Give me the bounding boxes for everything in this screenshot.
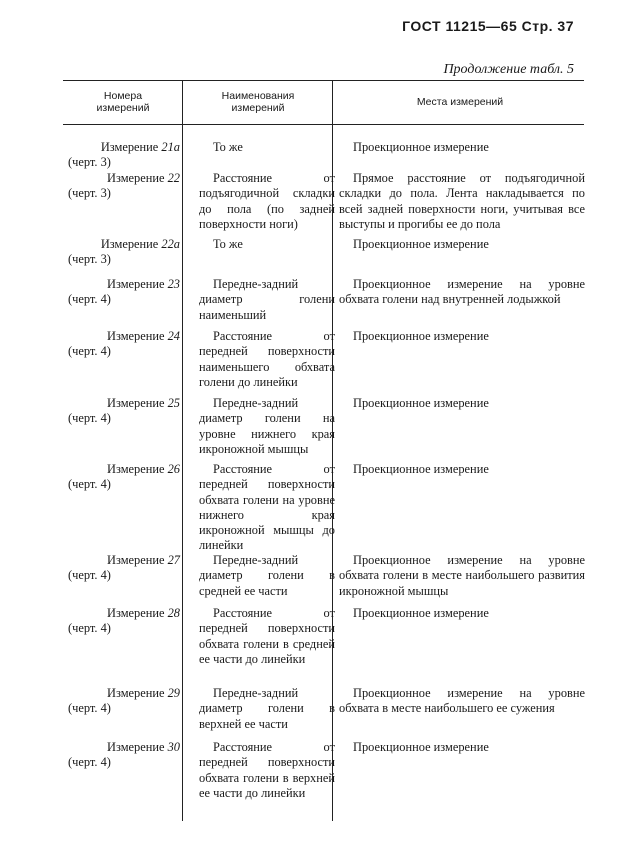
measurement-number: 24 [167,329,180,343]
measurement-name-cell: То же [213,140,243,154]
measurement-name-cell: Расстояние от передней поверхности обхвата голени в верхней ее части до линейки [199,740,335,800]
page-number: Стр. 37 [521,18,574,34]
measurement-number-cell [66,396,180,427]
drawing-reference: (черт. 4) [68,621,111,636]
measurement-name-cell: Расстояние от передней поверхности обхвата голени на уровне нижнего края икроножной мышцы до линейки [199,462,335,553]
measurement-number: 27 [167,553,180,567]
measurement-label [66,277,180,292]
measurement-label [66,462,180,477]
measurement-label [66,553,180,568]
measurement-name-cell: Расстояние от передней поверхности обхвата голени в средней ее части до линейки [199,606,335,666]
measurement-name-cell: Расстояние от передней поверхности наименьшего обхвата голени до линейки [199,329,335,389]
measurement-word: Измерение [107,277,168,291]
column-header-places: Места измерений [416,96,504,108]
measurement-number-cell [66,462,180,493]
measurement-number: 28 [167,606,180,620]
measurement-name-cell: То же [213,237,243,251]
measurement-place-cell: Проекционное измерение на уровне обхвата голени над внутренней лодыжкой [339,277,585,307]
measurement-number-cell [66,329,180,360]
drawing-reference: (черт. 4) [68,411,111,426]
measurement-number-cell [66,686,180,717]
measurement-name-cell: Передне-задний диаметр голени в средней ее части [199,553,335,598]
measurement-word: Измерение [107,396,168,410]
measurement-word: Измерение [107,740,168,754]
measurement-place-cell: Проекционное измерение на уровне обхвата в месте наибольшего ее сужения [339,686,585,716]
drawing-reference: (черт. 4) [68,344,111,359]
measurement-number: 22а [161,237,180,251]
drawing-reference: (черт. 4) [68,701,111,716]
measurement-number-cell [66,740,180,771]
drawing-reference: (черт. 4) [68,477,111,492]
measurement-label [66,171,180,186]
drawing-reference: (черт. 3) [68,252,111,267]
measurement-label [66,740,180,755]
measurement-label [66,396,180,411]
measurement-number-cell [66,553,180,584]
measurement-number: 30 [167,740,180,754]
measurement-name-cell: Передне-задний диаметр голени в верхней ее части [199,686,335,731]
drawing-reference: (черт. 4) [68,568,111,583]
measurement-label [66,606,180,621]
measurement-place-cell: Прямое расстояние от подъягодичной складки до пола. Лента накладывается по всей задней поверхности ноги, учитывая все выступы и прогибы ее до пола [339,171,585,231]
measurement-label [66,329,180,344]
measurement-word: Измерение [107,553,168,567]
column-divider-1 [182,81,183,821]
column-header-names: Наименования измерений [221,90,295,114]
measurement-word: Измерение [107,606,168,620]
page-header [402,18,574,34]
drawing-reference: (черт. 4) [68,292,111,307]
measurement-label [66,237,180,252]
measurement-number-cell [66,140,180,171]
measurement-number-cell [66,277,180,308]
column-header-numbers: Номера измерений [96,90,150,114]
measurement-label [66,686,180,701]
measurement-label [66,140,180,155]
measurement-word: Измерение [100,237,162,251]
measurement-number-cell [66,237,180,268]
measurement-place-cell: Проекционное измерение на уровне обхвата голени в месте наибольшего развития икроножной мышцы [339,553,585,598]
measurement-number: 25 [167,396,180,410]
standard-number: ГОСТ 11215—65 [402,18,518,34]
measurement-number: 22 [167,171,180,185]
measurement-number-cell [66,171,180,202]
measurement-number: 29 [167,686,180,700]
measurement-word: Измерение [107,171,168,185]
measurement-place-cell: Проекционное измерение [353,396,489,410]
measurement-number-cell [66,606,180,637]
measurement-place-cell: Проекционное измерение [353,740,489,754]
measurement-word: Измерение [107,329,168,343]
table-continuation-caption: Продолжение табл. 5 [443,62,574,77]
drawing-reference: (черт. 4) [68,755,111,770]
measurement-word: Измерение [107,686,168,700]
measurement-word: Измерение [107,462,168,476]
table-header-rule [63,124,584,125]
measurement-place-cell: Проекционное измерение [353,237,489,251]
measurement-number: 23 [167,277,180,291]
measurement-place-cell: Проекционное измерение [353,462,489,476]
drawing-reference: (черт. 3) [68,186,111,201]
measurement-name-cell: Передне-задний диаметр голени наименьший [199,277,335,322]
measurement-place-cell: Проекционное измерение [353,329,489,343]
measurement-name-cell: Расстояние от подъягодичной складки до пола (по задней поверхности ноги) [199,171,335,231]
measurement-name-cell: Передне-задний диаметр голени на уровне нижнего края икроножной мышцы [199,396,335,456]
measurement-number: 26 [167,462,180,476]
measurement-place-cell: Проекционное измерение [353,140,489,154]
measurement-number: 21а [161,140,180,154]
drawing-reference: (черт. 3) [68,155,111,170]
table-top-rule [63,80,584,81]
measurement-place-cell: Проекционное измерение [353,606,489,620]
measurement-word: Измерение [100,140,162,154]
